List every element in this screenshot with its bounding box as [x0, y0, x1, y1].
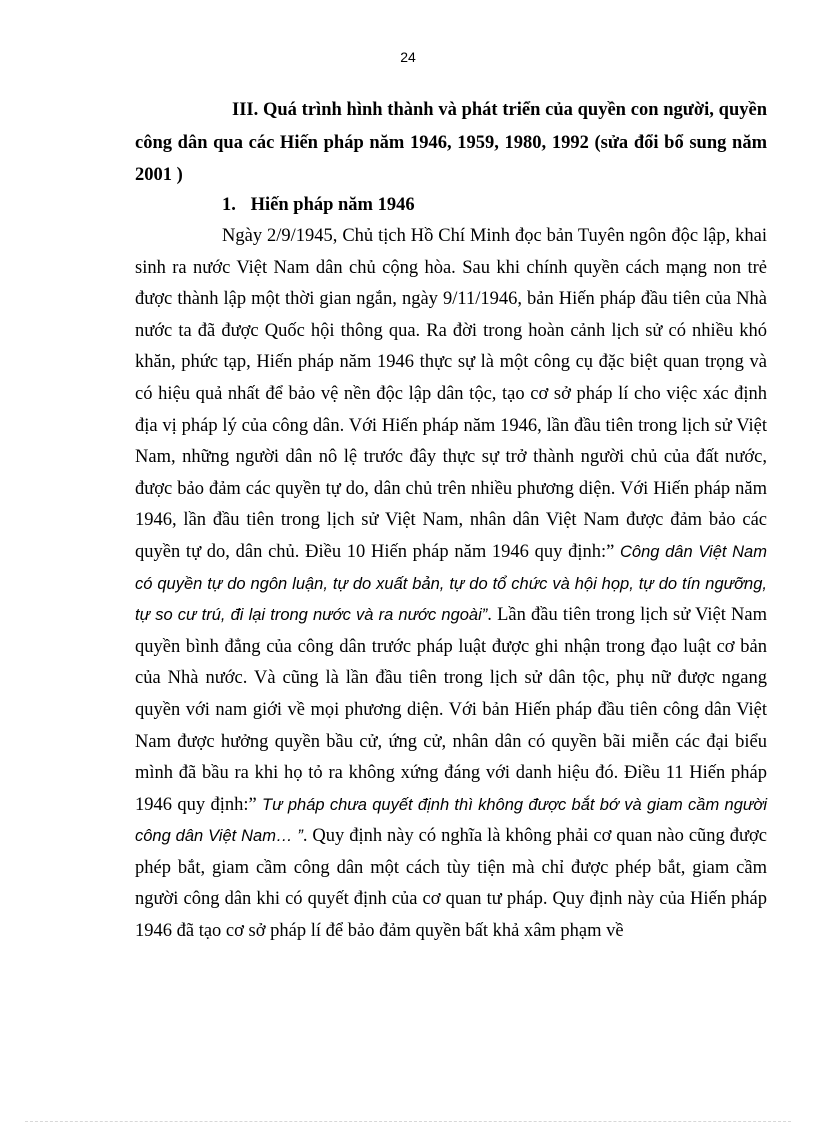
paragraph-text-2: . Lần đầu tiên trong lịch sử Việt Nam quyền bình đẳng của công dân trước pháp luật được ghi nhận trong đạo luật cơ bản của Nhà nước. Và cũng là lần đầu tiên trong lịch sử dân tộc, phụ nữ được ngang quyền với nam giới về mọi phương diện. Với bản Hiến pháp đầu tiên công dân Việt Nam được hưởng quyền bầu cử, ứng cử, nhân dân có quyền bãi miễn các đại biểu mình đã bầu ra khi họ tỏ ra không xứng đáng với danh hiệu đó. Điều 11 Hiến pháp 1946 quy định:”: [135, 605, 767, 815]
section-heading: III. Quá trình hình thành và phát triển của quyền con người, quyền công dân qua các Hiến pháp năm 1946, 1959, 1980, 1992 (sửa đổi bổ sung năm 2001 ): [135, 100, 767, 185]
quote-article-10: Công dân Việt Nam có quyền tự do ngôn luận, tự do xuất bản, tự do tổ chức và hội họp, tự do tín ngưỡng, tự so cư trú, đi lại trong nước và ra nước ngoài”: [135, 542, 767, 625]
page-number: 24: [400, 49, 416, 65]
paragraph-text-1: Ngày 2/9/1945, Chủ tịch Hồ Chí Minh đọc bản Tuyên ngôn độc lập, khai sinh ra nước Việt Nam dân chủ cộng hòa. Sau khi chính quyền cách mạng non trẻ được thành lập một thời gian ngắn, ngày 9/11/1946, bản Hiến pháp đầu tiên của Nhà nước ta đã được Quốc hội thông qua. Ra đời trong hoàn cảnh lịch sử có nhiều khó khăn, phức tạp, Hiến pháp năm 1946 thực sự là một công cụ đặc biệt quan trọng và có hiệu quả nhất để bảo vệ nền độc lập dân tộc, tạo cơ sở pháp lí cho việc xác định địa vị pháp lý của công dân. Với Hiến pháp năm 1946, lần đầu tiên trong lịch sử Việt Nam, những người dân nô lệ trước đây thực sự trở thành người chủ của đất nước, được bảo đảm các quyền tự do, dân chủ trên nhiều phương diện. Với Hiến pháp năm 1946, lần đầu tiên trong lịch sử Việt Nam, nhân dân Việt Nam được đảm bảo các quyền tự do, dân chủ. Điều 10 Hiến pháp năm 1946 quy định:”: [135, 226, 767, 562]
body-paragraph: [135, 221, 767, 948]
subsection-number: 1.: [222, 195, 236, 215]
subsection-title: Hiến pháp năm 1946: [250, 195, 415, 215]
subsection-heading: [222, 190, 415, 220]
paragraph-text-3: . Quy định này có nghĩa là không phải cơ quan nào cũng được phép bắt, giam cầm công dân một cách tùy tiện mà chỉ được phép bắt, giam cầm người công dân khi có quyết định của cơ quan tư pháp. Quy định này của Hiến pháp 1946 đã tạo cơ sở pháp lí để bảo đảm quyền bất khả xâm phạm về: [135, 826, 767, 942]
quote-article-11: Tư pháp chưa quyết định thì không được bắt bớ và giam cầm người công dân Việt Nam… ”: [135, 795, 767, 846]
page-bottom-divider: [25, 1121, 791, 1122]
